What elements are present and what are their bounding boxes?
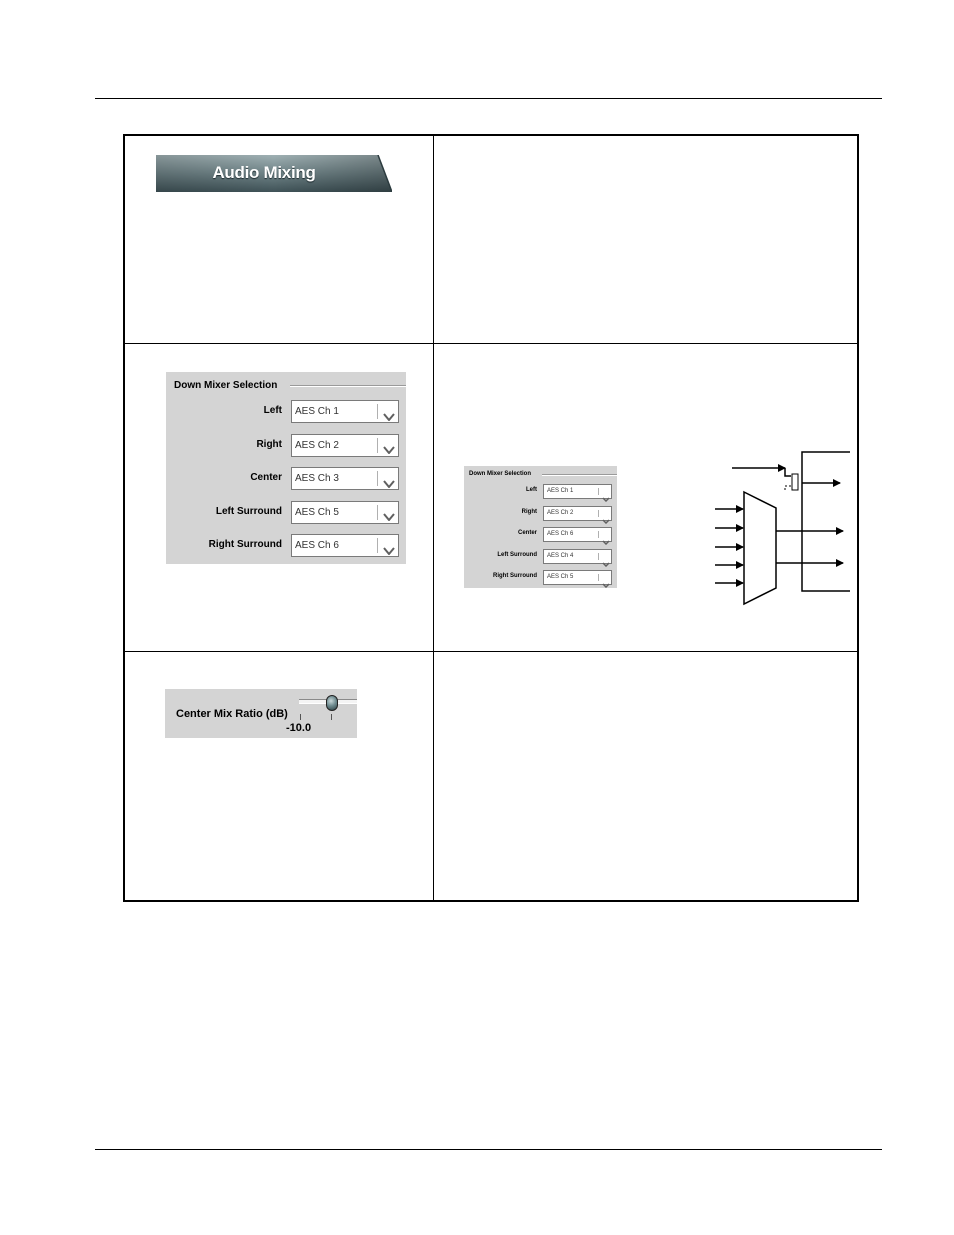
select-value-center: AES Ch 3 xyxy=(295,473,339,484)
select-separator xyxy=(598,574,599,581)
select-right-surround[interactable] xyxy=(291,534,399,557)
panel-title-rule-small xyxy=(542,474,617,476)
select-separator xyxy=(598,488,599,495)
chevron-down-icon[interactable] xyxy=(383,508,395,516)
center-mix-ratio-value: -10.0 xyxy=(286,722,312,734)
select-value-left-surround: AES Ch 5 xyxy=(295,506,339,518)
chevron-down-icon[interactable] xyxy=(602,511,610,516)
audio-mixing-label: Audio Mixing xyxy=(212,163,316,182)
label-left: Left xyxy=(263,405,282,416)
select-right-surround[interactable] xyxy=(543,570,612,585)
select-separator xyxy=(377,404,378,419)
select-separator xyxy=(598,510,599,517)
footer-rule xyxy=(95,1149,882,1150)
center-mix-ratio-label: Center Mix Ratio (dB) xyxy=(176,708,288,720)
select-value-right: AES Ch 2 xyxy=(547,509,574,516)
select-separator xyxy=(377,538,378,553)
down-mixer-title: Down Mixer Selection xyxy=(174,380,278,391)
select-center[interactable] xyxy=(543,527,612,542)
select-value-right-surround: AES Ch 6 xyxy=(295,540,339,551)
chevron-down-icon[interactable] xyxy=(602,554,610,559)
center-mix-ratio-panel xyxy=(165,689,357,738)
select-value-left-surround: AES Ch 4 xyxy=(547,552,574,559)
select-separator xyxy=(377,438,378,453)
center-mix-ratio-slider-thumb[interactable] xyxy=(326,695,338,711)
label-left-surround: Left Surround xyxy=(497,551,537,558)
slider-tick xyxy=(331,714,332,720)
select-left-surround[interactable] xyxy=(543,549,612,564)
label-right-surround: Right Surround xyxy=(493,573,537,579)
chevron-down-icon[interactable] xyxy=(602,489,610,494)
chevron-down-icon[interactable] xyxy=(383,441,395,449)
label-right: Right xyxy=(256,438,282,450)
select-separator xyxy=(377,505,378,520)
label-center: Center xyxy=(517,530,537,536)
select-left-surround[interactable] xyxy=(291,501,399,524)
down-mixer-panel xyxy=(166,372,406,564)
audio-mixing-tab[interactable] xyxy=(156,155,392,192)
chevron-down-icon[interactable] xyxy=(383,408,395,416)
chevron-down-icon[interactable] xyxy=(602,532,610,537)
select-value-left: AES Ch 1 xyxy=(295,406,339,417)
label-center: Center xyxy=(250,472,282,483)
row-divider xyxy=(125,651,857,652)
header-rule xyxy=(95,98,882,99)
select-separator xyxy=(598,553,599,560)
chevron-down-icon[interactable] xyxy=(602,575,610,580)
row-divider xyxy=(125,343,857,344)
select-value-left: AES Ch 1 xyxy=(547,488,574,494)
down-mix-routing-diagram xyxy=(705,446,855,606)
down-mixer-panel-small xyxy=(464,466,617,588)
select-center[interactable] xyxy=(291,467,399,490)
label-right-surround: Right Surround xyxy=(208,539,282,550)
select-right[interactable] xyxy=(291,434,399,457)
label-right: Right xyxy=(521,508,537,515)
select-value-right: AES Ch 2 xyxy=(295,439,339,451)
slider-tick xyxy=(300,714,301,720)
select-right[interactable] xyxy=(543,506,612,521)
select-value-center: AES Ch 6 xyxy=(547,531,574,537)
select-separator xyxy=(377,471,378,486)
panel-title-rule xyxy=(290,385,406,387)
label-left: Left xyxy=(526,487,537,493)
chevron-down-icon[interactable] xyxy=(383,475,395,483)
down-mixer-title-small: Down Mixer Selection xyxy=(469,471,532,477)
column-divider xyxy=(433,136,434,900)
select-left[interactable] xyxy=(291,400,399,423)
select-value-right-surround: AES Ch 5 xyxy=(547,574,574,580)
select-left[interactable] xyxy=(543,484,612,499)
chevron-down-icon[interactable] xyxy=(383,542,395,550)
label-left-surround: Left Surround xyxy=(215,505,282,517)
select-separator xyxy=(598,531,599,538)
settings-table xyxy=(123,134,859,902)
